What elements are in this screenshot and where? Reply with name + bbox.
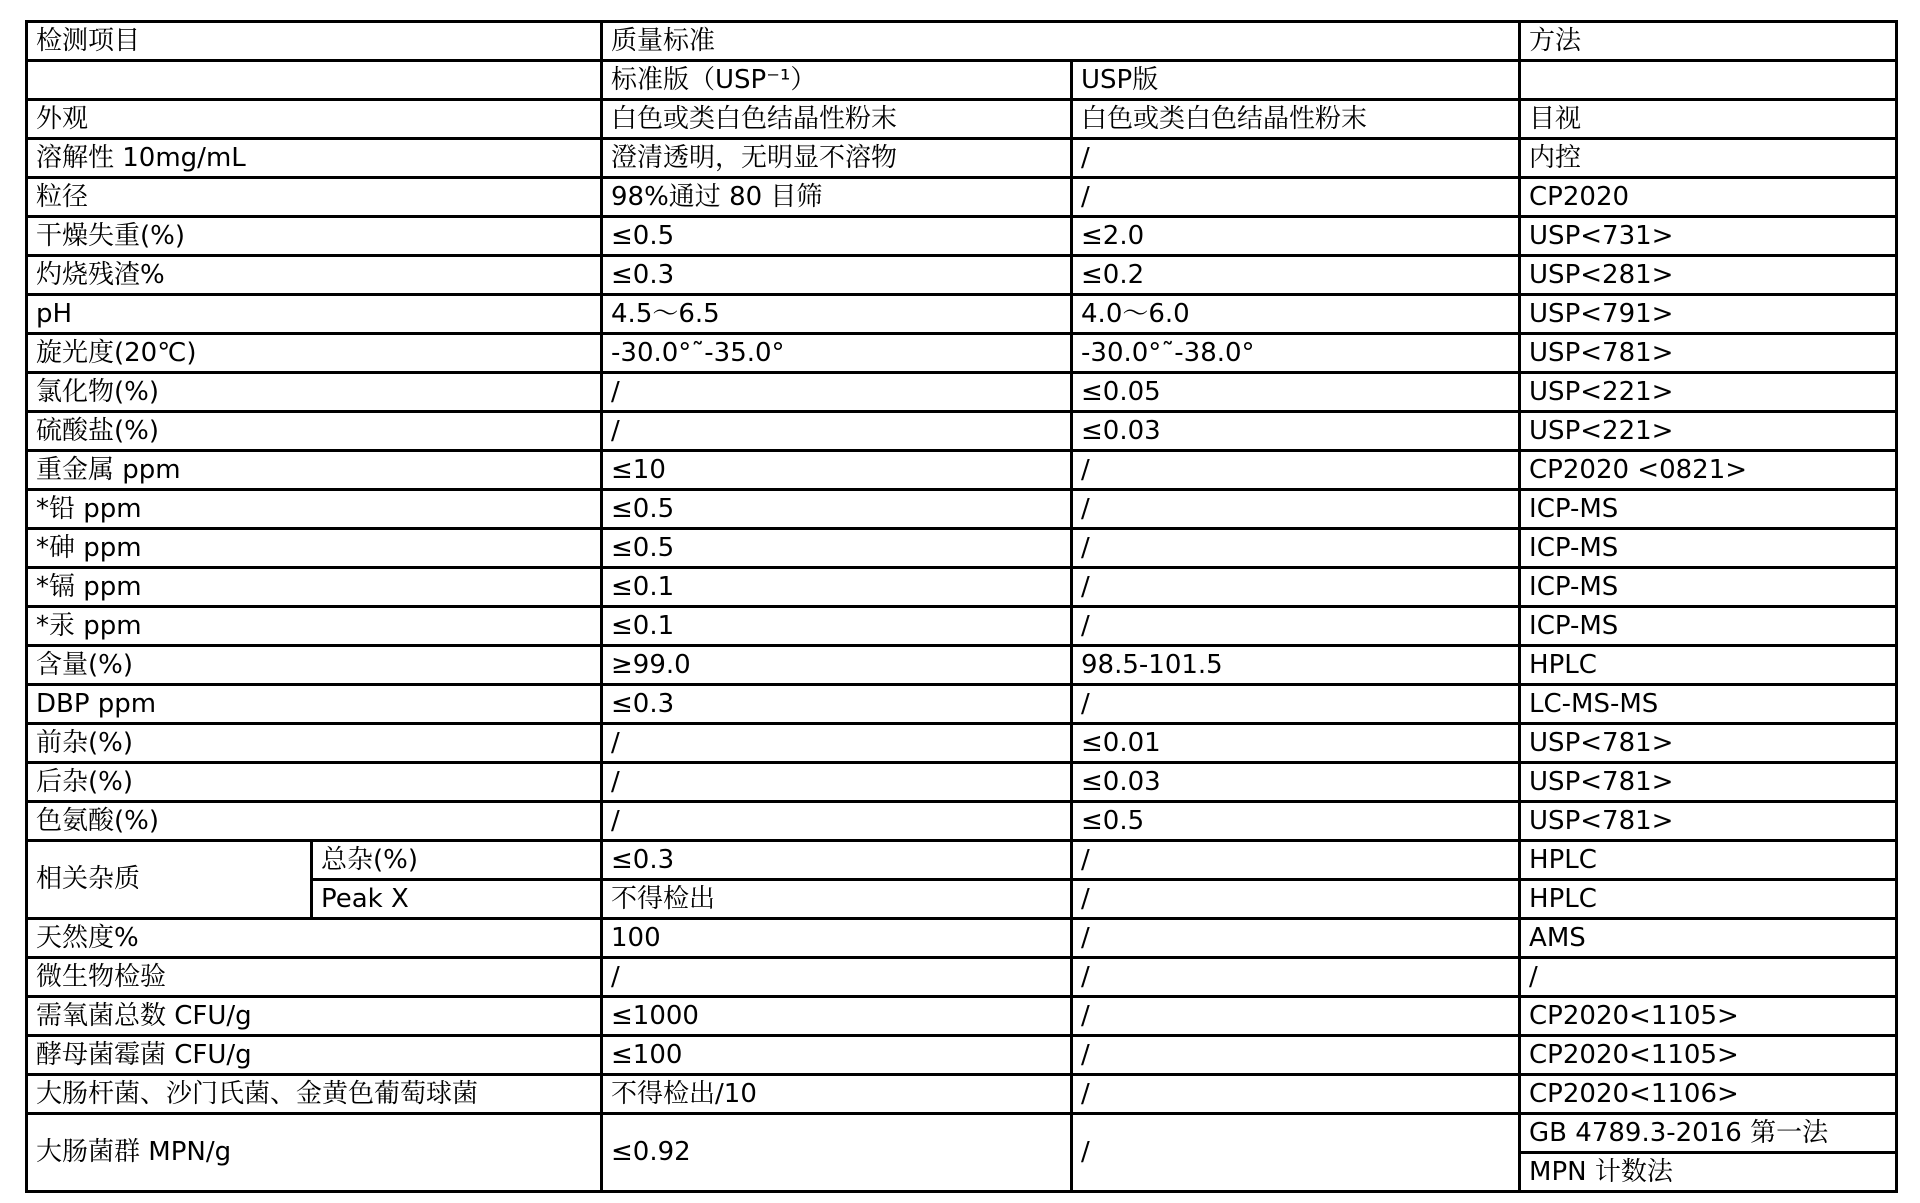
table-row [27, 958, 1897, 997]
usp-cell: / [1072, 685, 1520, 724]
empty-cell [1520, 61, 1897, 100]
table-row [27, 373, 1897, 412]
standard-cell: 4.5～6.5 [602, 295, 1072, 334]
standard-cell: 不得检出 [602, 880, 1072, 919]
item-cell: *镉 ppm [27, 568, 602, 607]
method-cell: CP2020<1106> [1520, 1075, 1897, 1114]
usp-cell: / [1072, 1036, 1520, 1075]
method-cell: USP<221> [1520, 373, 1897, 412]
method-cell: HPLC [1520, 841, 1897, 880]
usp-cell: / [1072, 607, 1520, 646]
item-cell: *汞 ppm [27, 607, 602, 646]
item-cell: 大肠菌群 MPN/g [27, 1114, 602, 1192]
standard-cell: ≤0.3 [602, 256, 1072, 295]
header-row-2 [27, 61, 1897, 100]
item-cell: 粒径 [27, 178, 602, 217]
usp-cell: 白色或类白色结晶性粉末 [1072, 100, 1520, 139]
usp-cell: / [1072, 490, 1520, 529]
item-cell: 天然度% [27, 919, 602, 958]
method-cell: CP2020 [1520, 178, 1897, 217]
standard-cell: ≤0.5 [602, 529, 1072, 568]
table-row [27, 607, 1897, 646]
usp-cell: ≤0.5 [1072, 802, 1520, 841]
item-cell: 硫酸盐(%) [27, 412, 602, 451]
standard-cell: 不得检出/10 [602, 1075, 1072, 1114]
standard-cell: 白色或类白色结晶性粉末 [602, 100, 1072, 139]
header-method: 方法 [1520, 22, 1897, 61]
method-cell: USP<781> [1520, 763, 1897, 802]
usp-cell: ≤0.03 [1072, 763, 1520, 802]
standard-cell: ≤0.92 [602, 1114, 1072, 1192]
item-cell: pH [27, 295, 602, 334]
standard-cell: ≤100 [602, 1036, 1072, 1075]
method-cell: 内控 [1520, 139, 1897, 178]
method-cell: USP<781> [1520, 334, 1897, 373]
method-cell: USP<791> [1520, 295, 1897, 334]
method-cell: AMS [1520, 919, 1897, 958]
sub-item-cell: 总杂(%) [312, 841, 602, 880]
table-row-coliform [27, 1114, 1897, 1153]
table-row [27, 178, 1897, 217]
item-cell: 酵母菌霉菌 CFU/g [27, 1036, 602, 1075]
method-cell: USP<781> [1520, 724, 1897, 763]
usp-cell: / [1072, 880, 1520, 919]
method-cell: CP2020<1105> [1520, 1036, 1897, 1075]
table-row [27, 217, 1897, 256]
item-cell: 前杂(%) [27, 724, 602, 763]
header-quality-standard: 质量标准 [602, 22, 1520, 61]
header-row-1 [27, 22, 1897, 61]
standard-cell: ≤0.1 [602, 568, 1072, 607]
method-cell: ICP-MS [1520, 490, 1897, 529]
table-row [27, 100, 1897, 139]
standard-cell: 98%通过 80 目筛 [602, 178, 1072, 217]
standard-cell: / [602, 763, 1072, 802]
header-sub-standard: 标准版（USP⁻¹） [602, 61, 1072, 100]
usp-cell: / [1072, 139, 1520, 178]
method-cell: USP<221> [1520, 412, 1897, 451]
standard-cell: / [602, 373, 1072, 412]
table-row [27, 490, 1897, 529]
standard-cell: / [602, 958, 1072, 997]
table-row [27, 685, 1897, 724]
sub-item-cell: Peak X [312, 880, 602, 919]
method-cell: LC-MS-MS [1520, 685, 1897, 724]
method-cell: / [1520, 958, 1897, 997]
usp-cell: / [1072, 568, 1520, 607]
item-cell: 重金属 ppm [27, 451, 602, 490]
standard-cell: ≤0.3 [602, 841, 1072, 880]
standard-cell: -30.0°˜-35.0° [602, 334, 1072, 373]
item-cell: 相关杂质 [27, 841, 312, 919]
standard-cell: ≤0.3 [602, 685, 1072, 724]
table-row-related-impurity [27, 841, 1897, 880]
table-row [27, 412, 1897, 451]
usp-cell: / [1072, 178, 1520, 217]
table-row [27, 724, 1897, 763]
item-cell: 旋光度(20℃) [27, 334, 602, 373]
usp-cell: / [1072, 1114, 1520, 1192]
empty-cell [27, 61, 602, 100]
table-row [27, 256, 1897, 295]
item-cell: 干燥失重(%) [27, 217, 602, 256]
table-row [27, 646, 1897, 685]
usp-cell: ≤0.03 [1072, 412, 1520, 451]
standard-cell: ≤1000 [602, 997, 1072, 1036]
standard-cell: ≤10 [602, 451, 1072, 490]
standard-cell: ≤0.5 [602, 217, 1072, 256]
table-row [27, 1075, 1897, 1114]
table-row [27, 568, 1897, 607]
table-row [27, 451, 1897, 490]
usp-cell: / [1072, 1075, 1520, 1114]
standard-cell: ≤0.5 [602, 490, 1072, 529]
item-cell: 溶解性 10mg/mL [27, 139, 602, 178]
method-cell: ICP-MS [1520, 529, 1897, 568]
method-cell: 目视 [1520, 100, 1897, 139]
table-row [27, 139, 1897, 178]
standard-cell: 100 [602, 919, 1072, 958]
item-cell: *砷 ppm [27, 529, 602, 568]
usp-cell: / [1072, 919, 1520, 958]
table-row [27, 802, 1897, 841]
usp-cell: / [1072, 451, 1520, 490]
item-cell: 灼烧残渣% [27, 256, 602, 295]
table-row [27, 919, 1897, 958]
method-cell: USP<781> [1520, 802, 1897, 841]
item-cell: DBP ppm [27, 685, 602, 724]
usp-cell: 4.0～6.0 [1072, 295, 1520, 334]
method-cell: ICP-MS [1520, 568, 1897, 607]
usp-cell: ≤0.05 [1072, 373, 1520, 412]
standard-cell: ≤0.1 [602, 607, 1072, 646]
method-cell: USP<281> [1520, 256, 1897, 295]
item-cell: 后杂(%) [27, 763, 602, 802]
table-row [27, 763, 1897, 802]
method-cell: USP<731> [1520, 217, 1897, 256]
standard-cell: 澄清透明，无明显不溶物 [602, 139, 1072, 178]
usp-cell: 98.5-101.5 [1072, 646, 1520, 685]
standard-cell: ≥99.0 [602, 646, 1072, 685]
method-cell: MPN 计数法 [1520, 1153, 1897, 1192]
item-cell: 色氨酸(%) [27, 802, 602, 841]
table-row [27, 529, 1897, 568]
item-cell: 氯化物(%) [27, 373, 602, 412]
method-cell: ICP-MS [1520, 607, 1897, 646]
method-cell: CP2020<1105> [1520, 997, 1897, 1036]
item-cell: 微生物检验 [27, 958, 602, 997]
header-item: 检测项目 [27, 22, 602, 61]
item-cell: 含量(%) [27, 646, 602, 685]
usp-cell: ≤0.2 [1072, 256, 1520, 295]
table-row [27, 1036, 1897, 1075]
standard-cell: / [602, 802, 1072, 841]
table-row [27, 997, 1897, 1036]
method-cell: HPLC [1520, 646, 1897, 685]
usp-cell: ≤2.0 [1072, 217, 1520, 256]
header-sub-usp: USP版 [1072, 61, 1520, 100]
usp-cell: / [1072, 997, 1520, 1036]
standard-cell: / [602, 412, 1072, 451]
usp-cell: -30.0°˜-38.0° [1072, 334, 1520, 373]
item-cell: 大肠杆菌、沙门氏菌、金黄色葡萄球菌 [27, 1075, 602, 1114]
method-cell: GB 4789.3-2016 第一法 [1520, 1114, 1897, 1153]
table-row [27, 295, 1897, 334]
item-cell: 外观 [27, 100, 602, 139]
table-row [27, 334, 1897, 373]
usp-cell: / [1072, 529, 1520, 568]
item-cell: *铅 ppm [27, 490, 602, 529]
usp-cell: / [1072, 841, 1520, 880]
usp-cell: ≤0.01 [1072, 724, 1520, 763]
usp-cell: / [1072, 958, 1520, 997]
quality-spec-table [25, 20, 1898, 1193]
standard-cell: / [602, 724, 1072, 763]
method-cell: HPLC [1520, 880, 1897, 919]
method-cell: CP2020 <0821> [1520, 451, 1897, 490]
item-cell: 需氧菌总数 CFU/g [27, 997, 602, 1036]
